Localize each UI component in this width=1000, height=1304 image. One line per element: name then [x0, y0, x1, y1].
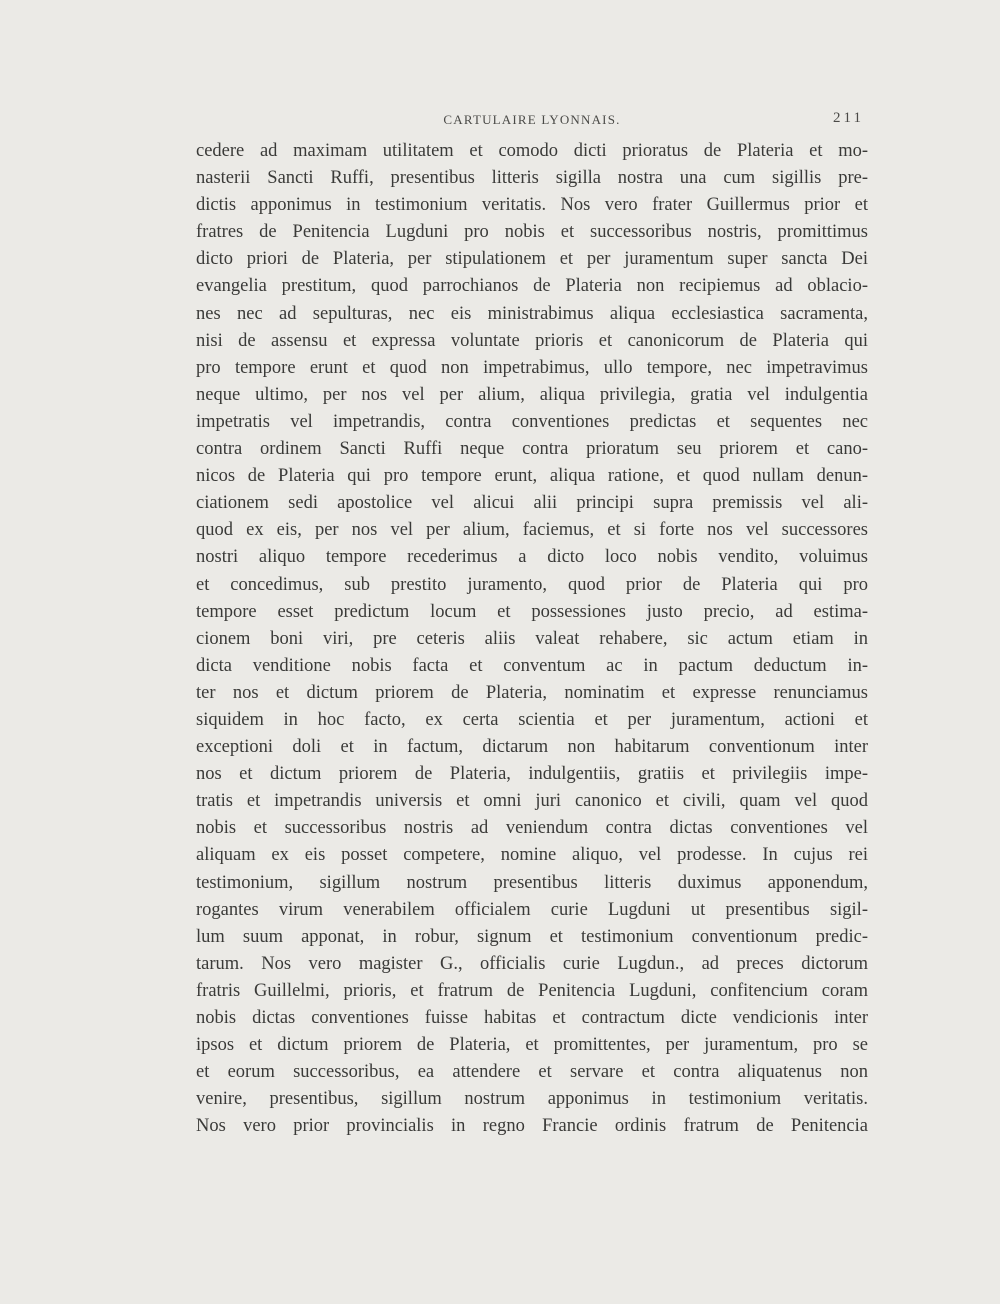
page-number: 211: [833, 110, 864, 126]
text-line: pro tempore erunt et quod non impetrabimus, ullo tempore, nec impetravimus: [196, 357, 868, 378]
text-line: siquidem in hoc facto, ex certa scientia et per juramentum, actioni et: [196, 709, 868, 730]
text-line: quod ex eis, per nos vel per alium, faciemus, et si forte nos vel successores: [196, 520, 868, 541]
text-line: dictis apponimus in testimonium veritatis. Nos vero frater Guillermus prior et: [196, 195, 868, 216]
text-line: et concedimus, sub prestito juramento, quod prior de Plateria qui pro: [196, 574, 868, 595]
body-text: [196, 138, 868, 1140]
text-line: aliquam ex eis posset competere, nomine aliquo, vel prodesse. In cujus rei: [196, 845, 868, 866]
text-line: nes nec ad sepulturas, nec eis ministrabimus aliqua ecclesiastica sacramenta,: [196, 303, 868, 324]
text-line: ciationem sedi apostolice vel alicui alii principi supra premissis vel ali-: [196, 493, 868, 514]
text-line: dicta venditione nobis facta et conventum ac in pactum deductum in-: [196, 655, 868, 676]
text-line: venire, presentibus, sigillum nostrum apponimus in testimonium veritatis.: [196, 1089, 868, 1110]
text-line: tarum. Nos vero magister G., officialis curie Lugdun., ad preces dictorum: [196, 953, 868, 974]
text-line: nicos de Plateria qui pro tempore erunt, aliqua ratione, et quod nullam denun-: [196, 466, 868, 487]
text-line: cionem boni viri, pre ceteris aliis valeat rehabere, sic actum etiam in: [196, 628, 868, 649]
text-line: rogantes virum venerabilem officialem curie Lugduni ut presentibus sigil-: [196, 899, 868, 920]
text-line: et eorum successoribus, ea attendere et servare et contra aliquatenus non: [196, 1062, 868, 1083]
text-line: nisi de assensu et expressa voluntate prioris et canonicorum de Plateria qui: [196, 330, 868, 351]
text-line: nobis dictas conventiones fuisse habitas et contractum dicte vendicionis inter: [196, 1008, 868, 1028]
text-line: lum suum apponat, in robur, signum et testimonium conventionum predic-: [196, 926, 868, 947]
text-line: impetratis vel impetrandis, contra conventiones predictas et sequentes nec: [196, 411, 868, 432]
running-title: CARTULAIRE LYONNAIS.: [443, 112, 621, 127]
text-line: nos et dictum priorem de Plateria, indulgentiis, gratiis et privilegiis impe-: [196, 764, 868, 785]
text-line: Nos vero prior provincialis in regno Francie ordinis fratrum de Penitencia: [196, 1116, 868, 1137]
text-line: evangelia prestitum, quod parrochianos de Plateria non recipiemus ad oblacio-: [196, 276, 868, 297]
text-line: exceptioni doli et in factum, dictarum non habitarum conventionum inter: [196, 737, 868, 758]
running-head: [196, 110, 868, 130]
text-line: dicto priori de Plateria, per stipulationem et per juramentum super sancta Dei: [196, 249, 868, 270]
text-line: tempore esset predictum locum et possessiones justo precio, ad estima-: [196, 601, 868, 622]
text-line: fratres de Penitencia Lugduni pro nobis et successoribus nostris, promittimus: [196, 222, 868, 243]
text-line: nobis et successoribus nostris ad veniendum contra dictas conventiones vel: [196, 818, 868, 839]
text-line: tratis et impetrandis universis et omni juri canonico et civili, quam vel quod: [196, 791, 868, 812]
text-line: ter nos et dictum priorem de Plateria, nominatim et expresse renunciamus: [196, 682, 868, 703]
text-line: cedere ad maximam utilitatem et comodo dicti prioratus de Plateria et mo-: [196, 141, 868, 161]
text-line: nostri aliquo tempore recederimus a dicto loco nobis vendito, voluimus: [196, 547, 868, 568]
text-line: nasterii Sancti Ruffi, presentibus litteris sigilla nostra una cum sigillis pre-: [196, 168, 868, 189]
text-line: neque ultimo, per nos vel per alium, aliqua privilegia, gratia vel indulgentia: [196, 384, 868, 405]
text-line: ipsos et dictum priorem de Plateria, et promittentes, per juramentum, pro se: [196, 1035, 868, 1056]
text-line: testimonium, sigillum nostrum presentibus litteris duximus apponendum,: [196, 872, 868, 893]
text-line: fratris Guillelmi, prioris, et fratrum de Penitencia Lugduni, confitencium coram: [196, 980, 868, 1001]
text-line: contra ordinem Sancti Ruffi neque contra prioratum seu priorem et cano-: [196, 439, 868, 460]
